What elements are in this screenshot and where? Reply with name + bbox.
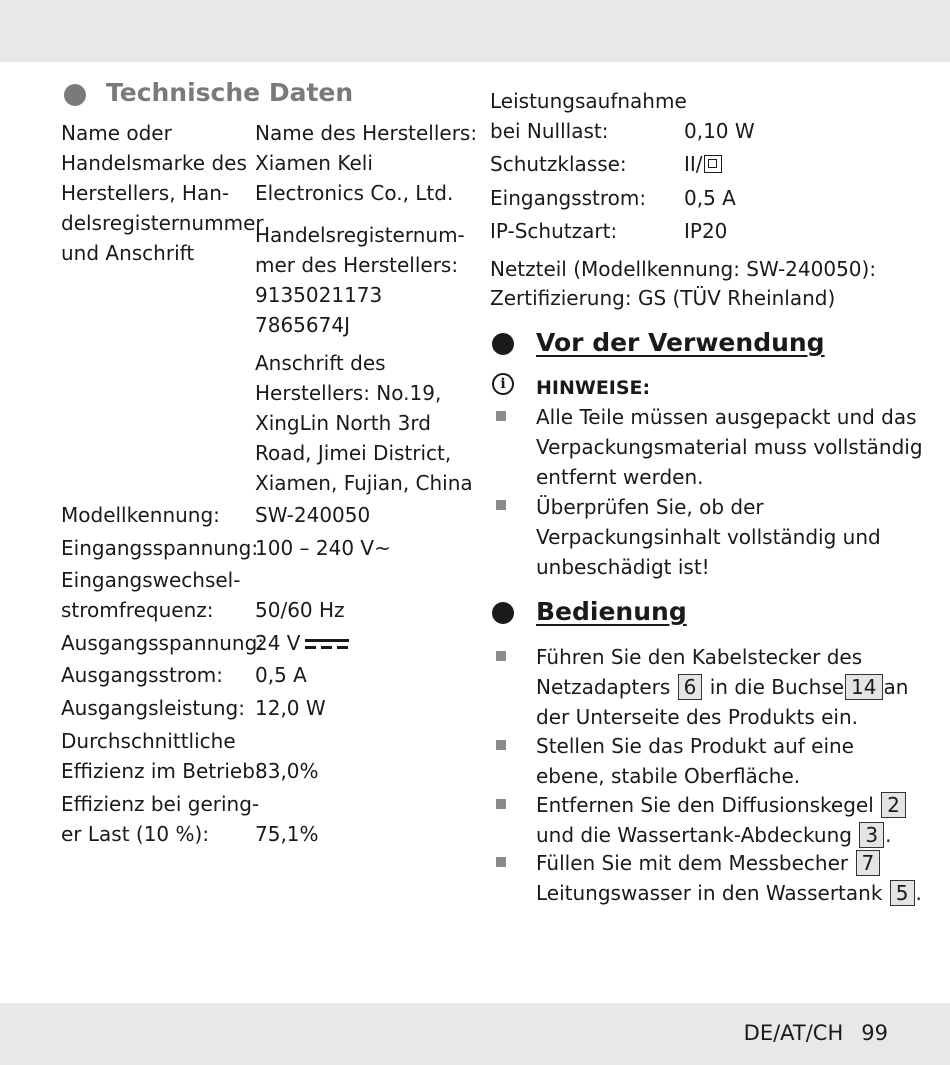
square-bullet-icon bbox=[496, 500, 506, 510]
netzteil-line: Netzteil (Modellkennung: SW-240050): bbox=[490, 257, 877, 281]
text-line: 7865674J bbox=[255, 313, 350, 337]
text-span: Entfernen Sie den Diffusionskegel bbox=[536, 793, 874, 817]
spec-value: 12,0 W bbox=[255, 696, 326, 720]
spec-label: Leistungsaufnahme bbox=[490, 89, 687, 113]
list-item-line bbox=[536, 878, 922, 908]
spec-label: Modellkennung: bbox=[61, 503, 220, 527]
spec-label: Eingangsspannung: bbox=[61, 536, 259, 560]
text-span: an bbox=[883, 675, 909, 699]
section-title-technische-daten: Technische Daten bbox=[106, 78, 354, 107]
list-item-line: entfernt werden. bbox=[536, 465, 704, 489]
spec-label: stromfrequenz: bbox=[61, 598, 214, 622]
spec-value: 75,1% bbox=[255, 822, 319, 846]
spec-value: 100 – 240 V~ bbox=[255, 536, 391, 560]
footer bbox=[744, 1018, 888, 1048]
protection-class-ii-icon bbox=[704, 155, 722, 173]
spec-label: IP-Schutzart: bbox=[490, 219, 618, 243]
netzteil-line: Zertifizierung: GS (TÜV Rheinland) bbox=[490, 286, 836, 310]
list-item-line bbox=[536, 848, 881, 878]
part-reference: 7 bbox=[856, 850, 881, 876]
spec-value-protection-class bbox=[684, 149, 722, 179]
text-line: Herstellers: No.19, bbox=[255, 381, 442, 405]
spec-label: Effizienz bei gering- bbox=[61, 792, 260, 816]
section-title-bedienung: Bedienung bbox=[536, 597, 687, 626]
text-line: Herstellers, Han- bbox=[61, 181, 230, 205]
info-icon: i bbox=[492, 373, 514, 395]
text-line: Electronics Co., Ltd. bbox=[255, 181, 454, 205]
square-bullet-icon bbox=[496, 411, 506, 421]
list-item-line bbox=[536, 672, 908, 702]
text-span: . bbox=[915, 881, 922, 905]
part-reference: 3 bbox=[859, 822, 884, 848]
spec-value: IP20 bbox=[684, 219, 728, 243]
spec-label: Ausgangsstrom: bbox=[61, 663, 224, 687]
spec-label: bei Nulllast: bbox=[490, 119, 609, 143]
spec-value-output-voltage bbox=[255, 628, 349, 658]
list-item-line: Alle Teile müssen ausgepackt und das bbox=[536, 405, 917, 429]
notes-label: HINWEISE: bbox=[536, 377, 651, 399]
spec-label: Durchschnittliche bbox=[61, 729, 236, 753]
section-bullet-icon bbox=[492, 602, 514, 624]
part-reference: 5 bbox=[890, 880, 915, 906]
text-span: und die Wassertank-Abdeckung bbox=[536, 823, 852, 847]
square-bullet-icon bbox=[496, 857, 506, 867]
text-line: Name des Herstellers: bbox=[255, 121, 478, 145]
list-item-line: der Unterseite des Produkts ein. bbox=[536, 705, 859, 729]
spec-value: 0,10 W bbox=[684, 119, 755, 143]
spec-label: Effizienz im Betrieb: bbox=[61, 759, 262, 783]
list-item-line: Führen Sie den Kabelstecker des bbox=[536, 645, 863, 669]
text-line: Handelsmarke des bbox=[61, 151, 247, 175]
spec-label: er Last (10 %): bbox=[61, 822, 210, 846]
text-line: 9135021173 bbox=[255, 283, 383, 307]
text-span: Leitungswasser in den Wassertank bbox=[536, 881, 883, 905]
square-bullet-icon bbox=[496, 651, 506, 661]
text-line: Handelsregisternum- bbox=[255, 223, 465, 247]
text-line: Xiamen Keli bbox=[255, 151, 373, 175]
dc-symbol-icon bbox=[305, 639, 349, 651]
spec-label: Schutzklasse: bbox=[490, 152, 627, 176]
square-bullet-icon bbox=[496, 740, 506, 750]
section-bullet-icon bbox=[492, 333, 514, 355]
square-bullet-icon bbox=[496, 799, 506, 809]
text-line: XingLin North 3rd bbox=[255, 411, 431, 435]
spec-value: 0,5 A bbox=[684, 186, 736, 210]
spec-value: 50/60 Hz bbox=[255, 598, 345, 622]
list-item-line bbox=[536, 790, 907, 820]
part-reference: 6 bbox=[678, 674, 703, 700]
header-bar bbox=[0, 0, 950, 62]
text-span: Füllen Sie mit dem Messbecher bbox=[536, 851, 849, 875]
list-item-line: Verpackungsmaterial muss vollständig bbox=[536, 435, 923, 459]
text-line: und Anschrift bbox=[61, 241, 195, 265]
spec-value: 0,5 A bbox=[255, 663, 307, 687]
section-title-vor-der-verwendung: Vor der Verwendung bbox=[536, 328, 825, 357]
spec-label: Ausgangsleistung: bbox=[61, 696, 245, 720]
list-item-line bbox=[536, 820, 891, 850]
text-line: Road, Jimei District, bbox=[255, 441, 452, 465]
text-line: Name oder bbox=[61, 121, 172, 145]
text-span: in die Buchse bbox=[709, 675, 845, 699]
list-item-line: Überprüfen Sie, ob der bbox=[536, 495, 764, 519]
page-number: 99 bbox=[861, 1021, 888, 1045]
spec-label: Ausgangsspannung: bbox=[61, 631, 265, 655]
spec-value: 24 V bbox=[255, 631, 301, 655]
text-line: Xiamen, Fujian, China bbox=[255, 471, 473, 495]
spec-value: SW-240050 bbox=[255, 503, 371, 527]
text-line: Anschrift des bbox=[255, 351, 386, 375]
list-item-line: ebene, stabile Oberfläche. bbox=[536, 764, 801, 788]
list-item-line: Stellen Sie das Produkt auf eine bbox=[536, 734, 854, 758]
text-span: Netzadapters bbox=[536, 675, 671, 699]
text-line: delsregisternummer bbox=[61, 211, 264, 235]
footer-region: DE/AT/CH bbox=[743, 1021, 844, 1045]
part-reference: 14 bbox=[845, 674, 882, 700]
list-item-line: Verpackungsinhalt vollständig und bbox=[536, 525, 881, 549]
spec-label: Eingangsstrom: bbox=[490, 186, 647, 210]
text-line: mer des Herstellers: bbox=[255, 253, 459, 277]
spec-value: 83,0% bbox=[255, 759, 319, 783]
spec-value: II/ bbox=[684, 152, 703, 176]
text-span: . bbox=[885, 823, 892, 847]
spec-label: Eingangswechsel- bbox=[61, 568, 241, 592]
list-item-line: unbeschädigt ist! bbox=[536, 555, 710, 579]
section-bullet-icon bbox=[64, 84, 86, 106]
part-reference: 2 bbox=[881, 792, 906, 818]
